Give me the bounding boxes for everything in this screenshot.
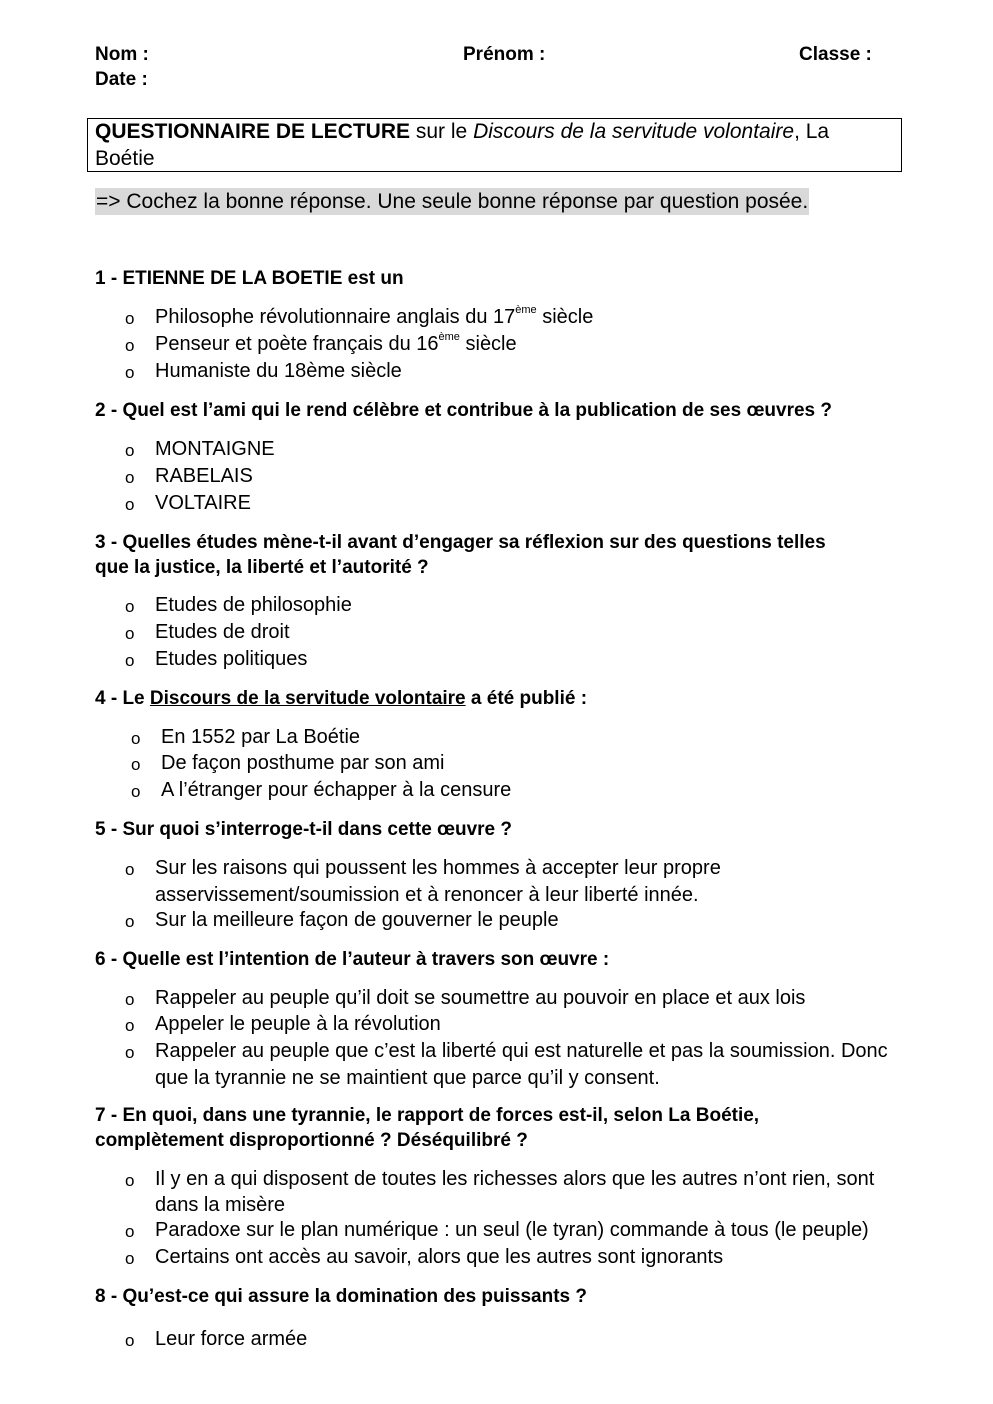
q5-option-2: Sur la meilleure façon de gouverner le peuple <box>155 909 559 931</box>
q5-radio-2[interactable]: o <box>125 912 135 931</box>
q2-radio-1[interactable]: o <box>125 441 135 460</box>
q1-option-2: Penseur et poète français du 16ème siècle <box>155 331 517 355</box>
q2-option-1: MONTAIGNE <box>155 438 275 460</box>
q6-option-1: Rappeler au peuple qu’il doit se soumettre au pouvoir en place et aux lois <box>155 987 806 1009</box>
q5-option-1-line-1: Sur les raisons qui poussent les hommes à accepter leur propre <box>155 857 721 879</box>
q6-radio-3[interactable]: o <box>125 1043 135 1062</box>
nom-label: Nom : <box>95 44 149 65</box>
question-8: 8 - Qu’est-ce qui assure la domination des puissants ? <box>95 1286 588 1307</box>
question-3-line-1: 3 - Quelles études mène-t-il avant d’engager sa réflexion sur des questions telles <box>95 532 826 553</box>
q8-option-1: Leur force armée <box>155 1328 308 1350</box>
q7-radio-2[interactable]: o <box>125 1222 135 1241</box>
title-bold: QUESTIONNAIRE DE LECTURE <box>95 120 411 143</box>
q1-option-3: Humaniste du 18ème siècle <box>155 360 402 382</box>
date-label: Date : <box>95 69 148 90</box>
q7-option-1-line-1: Il y en a qui disposent de toutes les richesses alors que les autres n’ont rien, sont <box>155 1168 875 1190</box>
question-6: 6 - Quelle est l’intention de l’auteur à travers son œuvre : <box>95 949 610 970</box>
question-7-line-2: complètement disproportionné ? Déséquilibré ? <box>95 1130 528 1151</box>
question-7-line-1: 7 - En quoi, dans une tyrannie, le rapport de forces est-il, selon La Boétie, <box>95 1105 760 1126</box>
q6-radio-2[interactable]: o <box>125 1016 135 1035</box>
q8-radio-1[interactable]: o <box>125 1331 135 1350</box>
q3-radio-1[interactable]: o <box>125 597 135 616</box>
classe-label: Classe : <box>799 44 872 65</box>
title-line-1 <box>95 118 829 145</box>
q6-option-2: Appeler le peuple à la révolution <box>155 1013 441 1035</box>
q7-option-3: Certains ont accès au savoir, alors que les autres sont ignorants <box>155 1246 724 1268</box>
q6-option-3-line-1: Rappeler au peuple que c’est la liberté qui est naturelle et pas la soumission. Donc <box>155 1040 888 1062</box>
title-mid: sur le <box>410 120 474 143</box>
q4-option-3: A l’étranger pour échapper à la censure <box>161 779 512 801</box>
prenom-label: Prénom : <box>463 44 546 65</box>
q3-radio-3[interactable]: o <box>125 651 135 670</box>
question-1: 1 - ETIENNE DE LA BOETIE est un <box>95 268 404 289</box>
q4-radio-3[interactable]: o <box>131 782 141 801</box>
question-3-line-2: que la justice, la liberté et l’autorité ? <box>95 557 429 578</box>
q7-option-2: Paradoxe sur le plan numérique : un seul (le tyran) commande à tous (le peuple) <box>155 1219 869 1241</box>
q7-option-1-line-2: dans la misère <box>155 1194 286 1216</box>
q2-radio-2[interactable]: o <box>125 468 135 487</box>
question-2: 2 - Quel est l’ami qui le rend célèbre et contribue à la publication de ses œuvres ? <box>95 400 832 421</box>
q4-radio-1[interactable]: o <box>131 729 141 748</box>
q6-radio-1[interactable]: o <box>125 990 135 1009</box>
instruction-highlight: => Cochez la bonne réponse. Une seule bonne réponse par question posée. <box>96 190 809 213</box>
q2-option-3: VOLTAIRE <box>155 492 251 514</box>
q5-option-1-line-2: asservissement/soumission et à renoncer à leur liberté innée. <box>155 884 699 906</box>
q4-option-2: De façon posthume par son ami <box>161 752 445 774</box>
q2-option-2: RABELAIS <box>155 465 253 487</box>
q4-radio-2[interactable]: o <box>131 755 141 774</box>
question-4: 4 - Le Discours de la servitude volontaire a été publié : <box>95 688 588 709</box>
q3-option-1: Etudes de philosophie <box>155 594 352 616</box>
q2-radio-3[interactable]: o <box>125 495 135 514</box>
q1-radio-2[interactable]: o <box>125 336 135 355</box>
q3-radio-2[interactable]: o <box>125 624 135 643</box>
q4-option-1: En 1552 par La Boétie <box>161 726 361 748</box>
q3-option-3: Etudes politiques <box>155 648 308 670</box>
q7-radio-3[interactable]: o <box>125 1249 135 1268</box>
question-5: 5 - Sur quoi s’interroge-t-il dans cette œuvre ? <box>95 819 512 840</box>
title-after: , La <box>794 120 830 143</box>
q3-option-2: Etudes de droit <box>155 621 290 643</box>
q1-radio-1[interactable]: o <box>125 309 135 328</box>
q7-radio-1[interactable]: o <box>125 1171 135 1190</box>
work-title-underlined: Discours de la servitude volontaire <box>149 688 466 709</box>
q6-option-3-line-2: que la tyrannie ne se maintient que parce qu’il y consent. <box>155 1067 660 1089</box>
q1-option-1: Philosophe révolutionnaire anglais du 17ème siècle <box>155 304 594 328</box>
q1-radio-3[interactable]: o <box>125 363 135 382</box>
title-line-2: Boétie <box>95 147 155 170</box>
q5-radio-1[interactable]: o <box>125 860 135 879</box>
title-work: Discours de la servitude volontaire <box>473 120 795 143</box>
